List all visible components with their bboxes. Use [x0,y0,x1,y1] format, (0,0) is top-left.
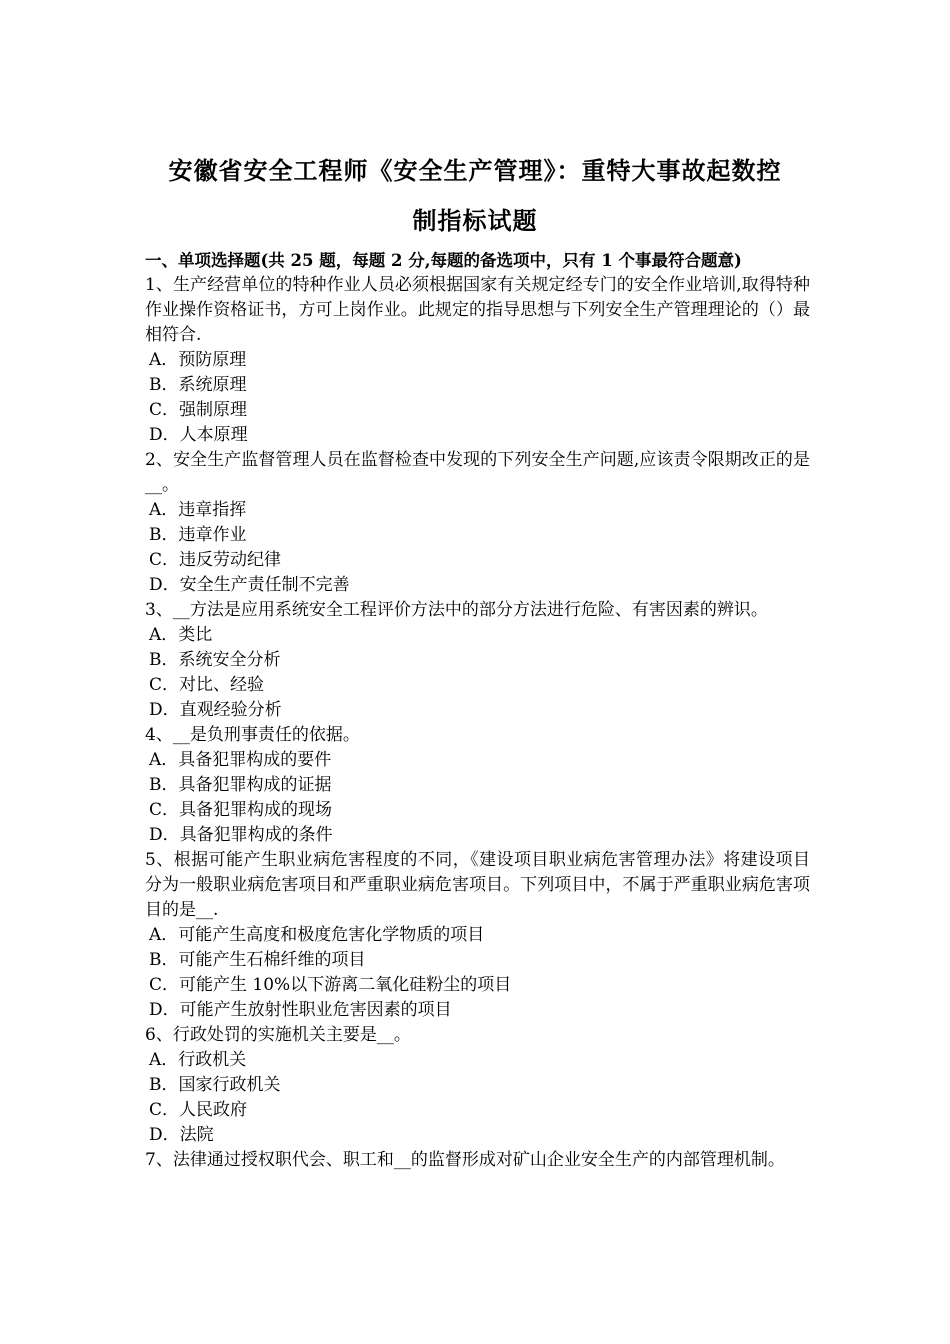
question-6-option-b: B．国家行政机关 [149,1075,281,1095]
question-4-option-a: A．具备犯罪构成的要件 [149,750,332,770]
question-3-option-d: D．直观经验分析 [149,700,282,720]
question-6-option-d: D．法院 [149,1125,214,1145]
question-1-option-c: C．强制原理 [149,400,248,420]
question-6-text: 6、行政处罚的实施机关主要是__。 [145,1025,411,1045]
question-2-option-d: D．安全生产责任制不完善 [149,575,350,595]
question-7-text: 7、法律通过授权职代会、职工和__的监督形成对矿山企业安全生产的内部管理机制。 [145,1150,785,1170]
question-5-option-d: D．可能产生放射性职业危害因素的项目 [149,1000,452,1020]
question-2-text: 2、安全生产监督管理人员在监督检查中发现的下列安全生产问题,应该责令限期改正的是__。 [145,450,810,495]
document-title-line-2: 制指标试题 [412,206,538,235]
question-4-option-c: C．具备犯罪构成的现场 [149,800,333,820]
question-3-option-a: A．类比 [149,625,213,645]
question-1-text: 1、生产经营单位的特种作业人员必须根据国家有关规定经专门的安全作业培训,取得特种作业操作资格证书，方可上岗作业。此规定的指导思想与下列安全生产管理理论的（）最相符合. [145,275,810,345]
document-title-line-1: 安徽省安全工程师《安全生产管理》：重特大事故起数控 [168,156,782,185]
question-1-option-d: D．人本原理 [149,425,248,445]
document-body [145,248,810,1173]
question-2-option-b: B．违章作业 [149,525,247,545]
question-5-option-c: C．可能产生 10%以下游离二氧化硅粉尘的项目 [149,975,512,995]
question-6-option-c: C．人民政府 [149,1100,248,1120]
question-4-text: 4、__是负刑事责任的依据。 [145,725,360,745]
question-4-option-b: B．具备犯罪构成的证据 [149,775,332,795]
section-header: 一、单项选择题(共 25 题，每题 2 分,每题的备选项中，只有 1 个事最符合题意) [145,251,742,270]
question-4-option-d: D．具备犯罪构成的条件 [149,825,333,845]
question-3-text: 3、__方法是应用系统安全工程评价方法中的部分方法进行危险、有害因素的辨识。 [145,600,768,620]
question-6-option-a: A．行政机关 [149,1050,247,1070]
question-1-option-a: A．预防原理 [149,350,247,370]
question-3-option-c: C．对比、经验 [149,675,265,695]
question-5-option-a: A．可能产生高度和极度危害化学物质的项目 [149,925,485,945]
question-3-option-b: B．系统安全分析 [149,650,281,670]
question-5-option-b: B．可能产生石棉纤维的项目 [149,950,366,970]
question-5-text: 5、根据可能产生职业病危害程度的不同，《建设项目职业病危害管理办法》将建设项目分为一般职业病危害项目和严重职业病危害项目。下列项目中，不属于严重职业病危害项目的是__. [145,850,810,920]
question-1-option-b: B．系统原理 [149,375,247,395]
question-2-option-a: A．违章指挥 [149,500,247,520]
question-2-option-c: C．违反劳动纪律 [149,550,282,570]
